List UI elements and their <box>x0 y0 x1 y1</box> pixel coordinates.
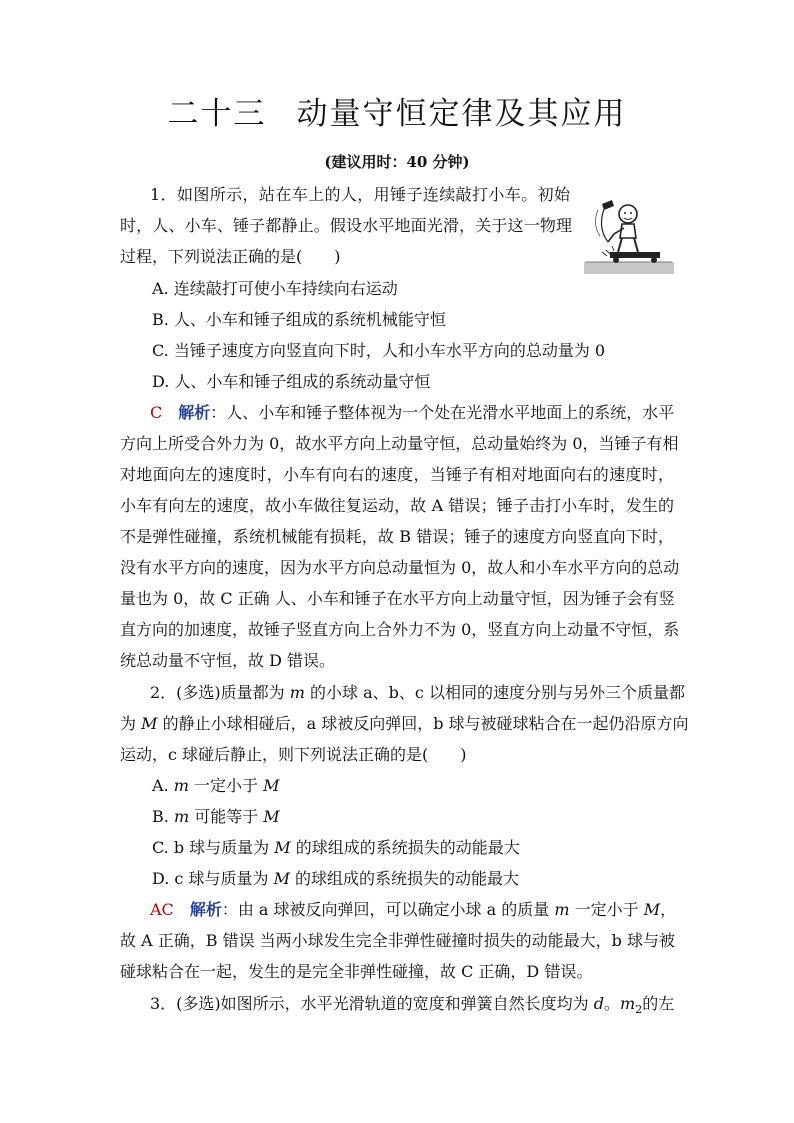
q1-stem-line-3: 过程，下列说法正确的是( ) <box>120 247 341 266</box>
person-hammering-cart-figure <box>584 190 674 278</box>
q1-analysis-line-5: 不是弹性碰撞，系统机械能有损耗，故 B 错误；锤子的速度方向竖直向下时， <box>120 527 674 546</box>
q1-analysis-line-8: 直方向的加速度，故锤子竖直方向上合外力不为 0，竖直方向上动量不守恒，系 <box>120 620 680 639</box>
page-title <box>0 94 794 134</box>
q1-option-c: C. 当锤子速度方向竖直向下时，人和小车水平方向的总动量为 0 <box>152 341 606 360</box>
q1-analysis-line-1: C 解析：人、小车和锤子整体视为一个处在光滑水平地面上的系统，水平 <box>150 403 675 422</box>
q2-analysis-line-1: AC 解析：由 a 球被反向弹回，可以确定小球 a 的质量 m 一定小于 M， <box>150 900 677 919</box>
q1-analysis-line-4: 小车有向左的速度，故小车做往复运动，故 A 错误；锤子击打小车时，发生的 <box>120 496 674 515</box>
q1-analysis-line-3: 对地面向左的速度时，小车有向右的速度，当锤子有相对地面向右的速度时， <box>120 465 674 484</box>
q1-analysis-line-9: 统总动量不守恒，故 D 错误。 <box>120 651 336 670</box>
q2-option-d: D. c 球与质量为 M 的球组成的系统损失的动能最大 <box>152 869 520 888</box>
q2-stem-line-2: 为 M 的静止小球相碰后，a 球被反向弹回，b 球与被碰球粘合在一起仍沿原方向 <box>120 714 689 733</box>
suggested-time: (建议用时：40 分钟) <box>324 153 470 171</box>
q2-stem-line-3: 运动，c 球碰后静止，则下列说法正确的是( ) <box>120 745 467 764</box>
q2-option-a: A. m 一定小于 M <box>152 776 280 795</box>
q2-answer: AC <box>150 900 174 919</box>
q1-option-d: D. 人、小车和锤子组成的系统动量守恒 <box>152 372 431 391</box>
q2-analysis-label: 解析 <box>189 900 222 919</box>
q2-analysis-line-3: 碰球粘合在一起，发生的是完全非弹性碰撞，故 C 正确，D 错误。 <box>120 962 593 981</box>
q2-option-b: B. m 可能等于 M <box>152 807 280 826</box>
q1-analysis-line-6: 没有水平方向的速度，因为水平方向总动量恒为 0，故人和小车水平方向的总动 <box>120 558 680 577</box>
q1-option-b: B. 人、小车和锤子组成的系统机械能守恒 <box>152 310 446 329</box>
title-name: 动量守恒定律及其应用 <box>296 96 627 132</box>
q2-analysis-line-2: 故 A 正确，B 错误 当两小球发生完全非弹性碰撞时损失的动能最大，b 球与被 <box>120 931 675 950</box>
q1-analysis-label: 解析 <box>178 403 211 422</box>
q1-answer: C <box>150 403 163 422</box>
q1-analysis-line-7: 量也为 0，故 C 正确 人、小车和锤子在水平方向上动量守恒，因为锤子会有竖 <box>120 589 675 608</box>
q2-option-c: C. b 球与质量为 M 的球组成的系统损失的动能最大 <box>152 838 520 857</box>
q1-analysis-line-2: 方向上所受合外力为 0，故水平方向上动量守恒，总动量始终为 0，当锤子有相 <box>120 434 679 453</box>
title-number: 二十三 <box>167 96 267 132</box>
q2-stem-line-1: 2．(多选)质量都为 m 的小球 a、b、c 以相同的速度分别与另外三个质量都 <box>150 683 685 702</box>
q1-stem-line-2: 时，人、小车、锤子都静止。假设水平地面光滑，关于这一物理 <box>120 216 572 235</box>
q1-stem-line-1: 1．如图所示，站在车上的人，用锤子连续敲打小车。初始 <box>150 185 570 204</box>
q3-stem-line-1: 3．(多选)如图所示，水平光滑轨道的宽度和弹簧自然长度均为 d。$m_2$的左 <box>150 994 675 1017</box>
q1-option-a: A. 连续敲打可使小车持续向右运动 <box>152 279 398 298</box>
